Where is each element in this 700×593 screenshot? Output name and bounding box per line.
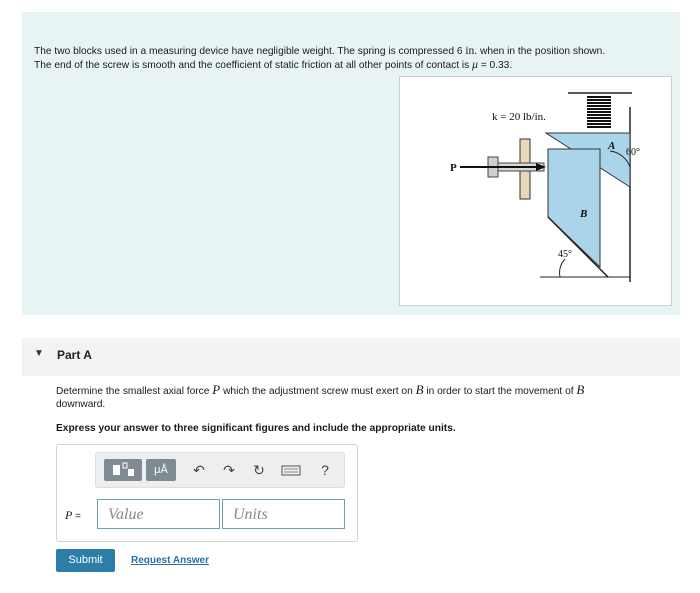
problem-panel bbox=[22, 12, 680, 315]
instruction-text: Express your answer to three significant figures and include the appropriate units. bbox=[56, 423, 456, 434]
templates-button[interactable] bbox=[104, 459, 142, 481]
block-b-label: B bbox=[580, 208, 588, 220]
math-toolbar bbox=[95, 452, 345, 488]
block-a-label: A bbox=[608, 140, 616, 152]
answer-box bbox=[56, 444, 358, 542]
reset-icon[interactable]: ↻ bbox=[253, 462, 265, 478]
angle-arc-45 bbox=[560, 259, 565, 277]
answer-variable-name: P bbox=[65, 508, 73, 522]
answer-equals: = bbox=[72, 511, 81, 522]
problem-unit: in. bbox=[465, 45, 478, 57]
question-var-p: P bbox=[212, 382, 221, 397]
question-text bbox=[56, 383, 656, 411]
angle-b-label: 45° bbox=[558, 249, 572, 260]
part-a-header[interactable] bbox=[22, 338, 680, 376]
spring-label: k = 20 lb/in. bbox=[492, 111, 546, 123]
value-input[interactable]: Value bbox=[97, 499, 220, 529]
undo-icon[interactable]: ↶ bbox=[193, 462, 205, 478]
spring bbox=[586, 95, 612, 129]
question-text-c: in order to start the movement of bbox=[423, 386, 577, 397]
submit-button[interactable]: Submit bbox=[56, 549, 115, 572]
redo-icon[interactable]: ↷ bbox=[223, 462, 235, 478]
problem-text-2b: = 0.33. bbox=[477, 59, 513, 71]
request-answer-link[interactable]: Request Answer bbox=[131, 555, 209, 566]
question-var-b2: B bbox=[576, 382, 585, 397]
question-text-d: downward. bbox=[56, 399, 106, 410]
collapse-caret-icon[interactable]: ▼ bbox=[34, 348, 44, 359]
templates-icon bbox=[104, 459, 142, 481]
problem-text-1a: The two blocks used in a measuring device have negligible weight. The spring is compressed 6 bbox=[34, 46, 466, 57]
mechanism-diagram bbox=[400, 77, 671, 305]
problem-text-2a: The end of the screw is smooth and the coefficient of static friction at all other points of contact is bbox=[34, 59, 473, 71]
block-b bbox=[548, 149, 600, 267]
angle-a-label: 60° bbox=[626, 147, 640, 158]
mu-symbol: μ bbox=[472, 58, 478, 71]
part-a-title: Part A bbox=[57, 348, 92, 362]
help-icon[interactable]: ? bbox=[321, 462, 329, 478]
answer-variable bbox=[65, 508, 81, 523]
problem-figure bbox=[399, 76, 672, 306]
question-text-a: Determine the smallest axial force bbox=[56, 386, 213, 397]
force-label: P bbox=[450, 162, 457, 174]
question-text-b: which the adjustment screw must exert on bbox=[220, 386, 416, 397]
units-button[interactable]: μÅ bbox=[146, 459, 176, 481]
problem-text-1b: when in the position shown. bbox=[477, 46, 606, 57]
units-input[interactable]: Units bbox=[222, 499, 345, 529]
keyboard-button[interactable] bbox=[280, 461, 302, 479]
problem-statement bbox=[34, 45, 674, 72]
question-var-b: B bbox=[415, 382, 424, 397]
keyboard-icon bbox=[280, 461, 302, 479]
